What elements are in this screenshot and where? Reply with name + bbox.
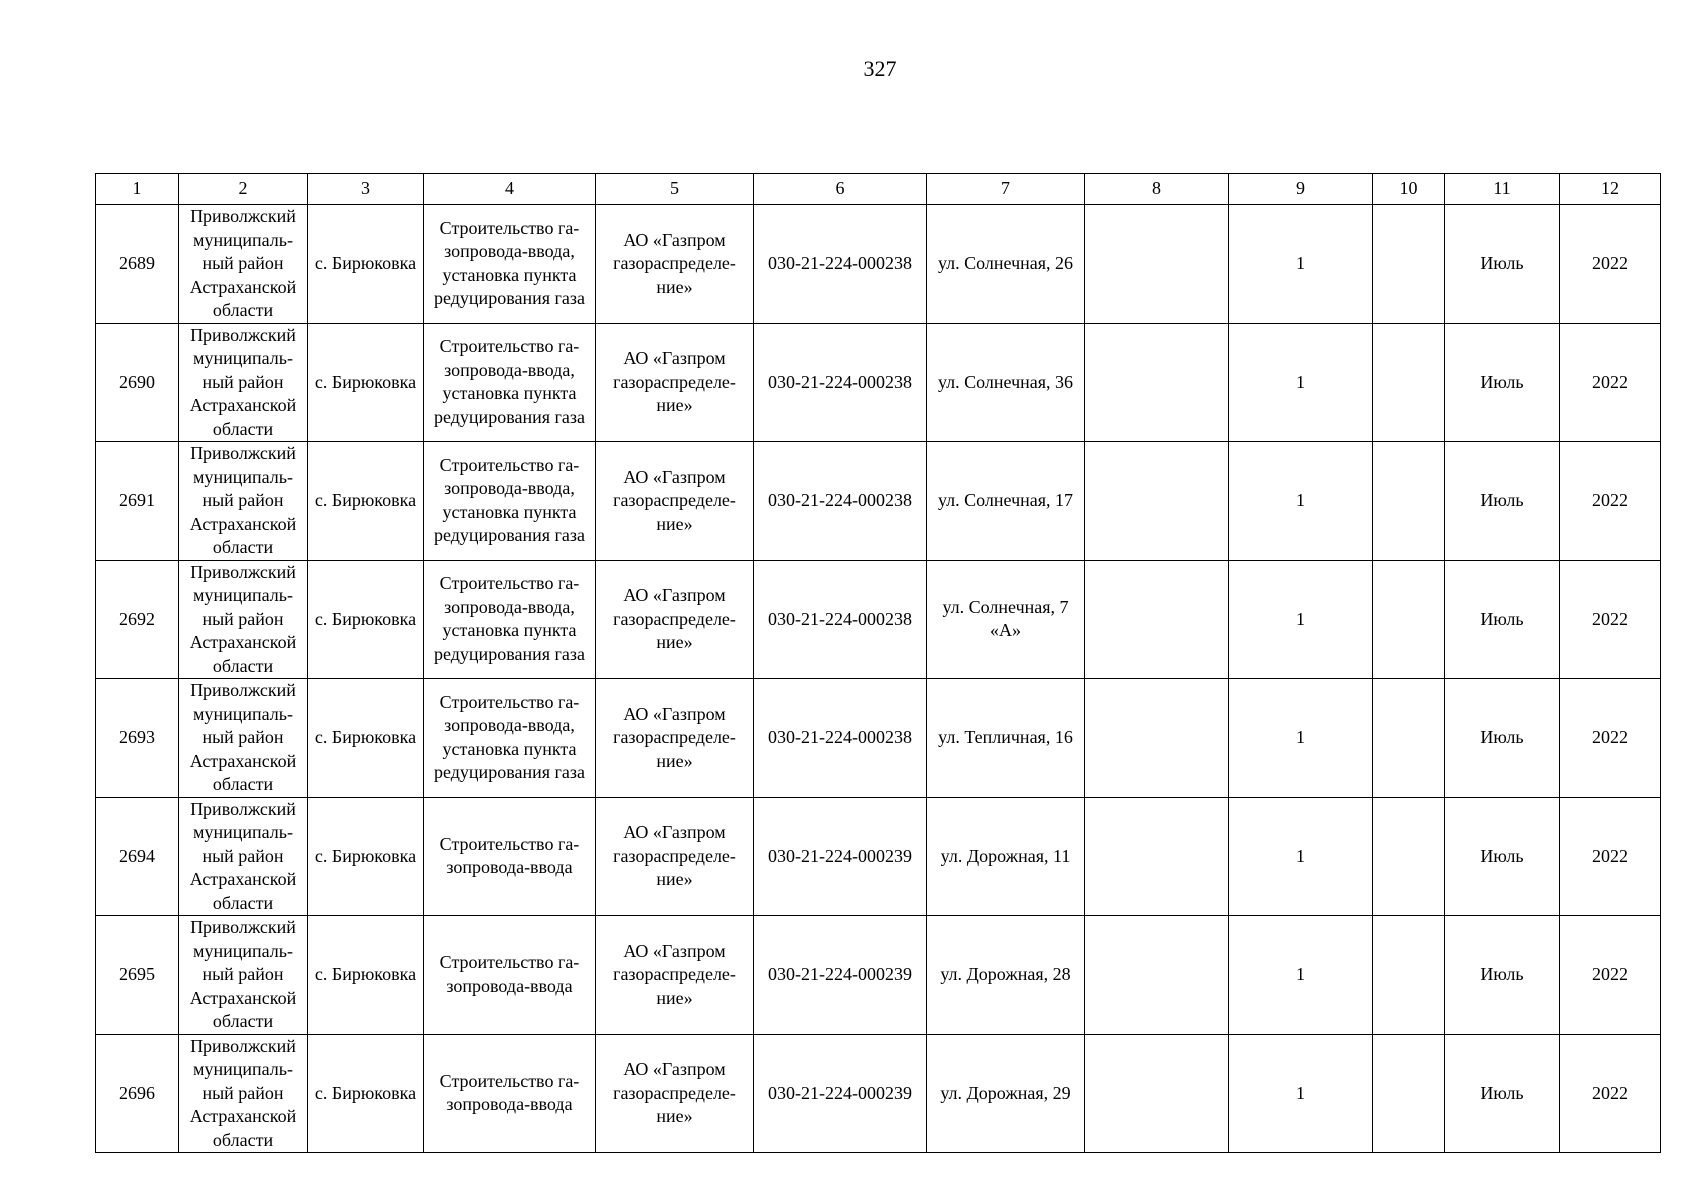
cell-district: Приволжский муниципаль- ный район Астраханской области [179,797,308,916]
table-row [96,442,1661,561]
table-row [96,797,1661,916]
cell-month: Июль [1445,916,1560,1035]
table-row [96,323,1661,442]
cell-work-type: Строительство га- зопровода-ввода, установка пункта редуцирования газа [424,323,596,442]
table-row [96,205,1661,324]
table-row [96,560,1661,679]
cell-year: 2022 [1560,205,1661,324]
cell-address: ул. Солнечная, 7 «А» [927,560,1085,679]
cell-month: Июль [1445,323,1560,442]
cell-month: Июль [1445,442,1560,561]
cell-code: 030-21-224-000239 [754,797,927,916]
header-cell: 7 [927,174,1085,205]
cell-work-type: Строительство га- зопровода-ввода [424,797,596,916]
cell-code: 030-21-224-000239 [754,1034,927,1153]
cell-count: 1 [1229,205,1373,324]
cell-row-number: 2691 [96,442,179,561]
cell-work-type: Строительство га- зопровода-ввода, установка пункта редуцирования газа [424,442,596,561]
cell-month: Июль [1445,560,1560,679]
cell-col10 [1373,560,1445,679]
cell-month: Июль [1445,679,1560,798]
cell-district: Приволжский муниципаль- ный район Астраханской области [179,560,308,679]
cell-work-type: Строительство га- зопровода-ввода, установка пункта редуцирования газа [424,205,596,324]
cell-address: ул. Солнечная, 36 [927,323,1085,442]
cell-work-type: Строительство га- зопровода-ввода, установка пункта редуцирования газа [424,679,596,798]
header-cell: 10 [1373,174,1445,205]
cell-settlement: с. Бирюковка [308,916,424,1035]
cell-col8 [1085,560,1229,679]
cell-month: Июль [1445,205,1560,324]
cell-settlement: с. Бирюковка [308,679,424,798]
cell-count: 1 [1229,679,1373,798]
cell-organization: АО «Газпром газораспределе- ние» [596,323,754,442]
cell-col10 [1373,1034,1445,1153]
page-number: 327 [863,56,897,81]
cell-code: 030-21-224-000238 [754,679,927,798]
header-cell: 1 [96,174,179,205]
cell-row-number: 2692 [96,560,179,679]
header-cell: 3 [308,174,424,205]
cell-code: 030-21-224-000238 [754,442,927,561]
cell-settlement: с. Бирюковка [308,1034,424,1153]
cell-settlement: с. Бирюковка [308,560,424,679]
cell-row-number: 2696 [96,1034,179,1153]
cell-address: ул. Солнечная, 17 [927,442,1085,561]
table-row [96,679,1661,798]
cell-col8 [1085,205,1229,324]
cell-col10 [1373,797,1445,916]
cell-row-number: 2693 [96,679,179,798]
cell-col8 [1085,1034,1229,1153]
cell-count: 1 [1229,1034,1373,1153]
cell-address: ул. Тепличная, 16 [927,679,1085,798]
cell-settlement: с. Бирюковка [308,205,424,324]
cell-organization: АО «Газпром газораспределе- ние» [596,560,754,679]
cell-district: Приволжский муниципаль- ный район Астраханской области [179,679,308,798]
cell-organization: АО «Газпром газораспределе- ние» [596,679,754,798]
cell-count: 1 [1229,442,1373,561]
cell-district: Приволжский муниципаль- ный район Астраханской области [179,1034,308,1153]
cell-year: 2022 [1560,1034,1661,1153]
cell-col8 [1085,442,1229,561]
table-row [96,1034,1661,1153]
cell-address: ул. Солнечная, 26 [927,205,1085,324]
header-cell: 2 [179,174,308,205]
header-cell: 9 [1229,174,1373,205]
cell-count: 1 [1229,797,1373,916]
cell-month: Июль [1445,1034,1560,1153]
cell-settlement: с. Бирюковка [308,442,424,561]
header-cell: 8 [1085,174,1229,205]
header-cell: 11 [1445,174,1560,205]
cell-address: ул. Дорожная, 11 [927,797,1085,916]
cell-count: 1 [1229,323,1373,442]
cell-count: 1 [1229,560,1373,679]
cell-year: 2022 [1560,679,1661,798]
cell-code: 030-21-224-000238 [754,205,927,324]
header-row [96,174,1661,205]
header-cell: 12 [1560,174,1661,205]
cell-row-number: 2689 [96,205,179,324]
registry-table [95,173,1661,1153]
cell-district: Приволжский муниципаль- ный район Астраханской области [179,205,308,324]
cell-col10 [1373,205,1445,324]
cell-year: 2022 [1560,442,1661,561]
header-cell: 5 [596,174,754,205]
cell-work-type: Строительство га- зопровода-ввода [424,1034,596,1153]
cell-work-type: Строительство га- зопровода-ввода [424,916,596,1035]
cell-code: 030-21-224-000238 [754,560,927,679]
header-cell: 6 [754,174,927,205]
cell-row-number: 2695 [96,916,179,1035]
cell-organization: АО «Газпром газораспределе- ние» [596,1034,754,1153]
cell-year: 2022 [1560,797,1661,916]
cell-count: 1 [1229,916,1373,1035]
cell-address: ул. Дорожная, 29 [927,1034,1085,1153]
cell-col8 [1085,323,1229,442]
cell-year: 2022 [1560,560,1661,679]
cell-col10 [1373,442,1445,561]
cell-year: 2022 [1560,916,1661,1035]
cell-organization: АО «Газпром газораспределе- ние» [596,797,754,916]
cell-row-number: 2690 [96,323,179,442]
cell-organization: АО «Газпром газораспределе- ние» [596,205,754,324]
cell-row-number: 2694 [96,797,179,916]
cell-col10 [1373,323,1445,442]
cell-settlement: с. Бирюковка [308,323,424,442]
cell-col8 [1085,797,1229,916]
header-cell: 4 [424,174,596,205]
cell-code: 030-21-224-000239 [754,916,927,1035]
cell-work-type: Строительство га- зопровода-ввода, установка пункта редуцирования газа [424,560,596,679]
cell-col10 [1373,679,1445,798]
cell-col10 [1373,916,1445,1035]
cell-code: 030-21-224-000238 [754,323,927,442]
cell-month: Июль [1445,797,1560,916]
cell-address: ул. Дорожная, 28 [927,916,1085,1035]
cell-settlement: с. Бирюковка [308,797,424,916]
cell-col8 [1085,916,1229,1035]
cell-district: Приволжский муниципаль- ный район Астраханской области [179,442,308,561]
cell-col8 [1085,679,1229,798]
cell-district: Приволжский муниципаль- ный район Астраханской области [179,323,308,442]
table-row [96,916,1661,1035]
cell-year: 2022 [1560,323,1661,442]
cell-organization: АО «Газпром газораспределе- ние» [596,442,754,561]
cell-district: Приволжский муниципаль- ный район Астраханской области [179,916,308,1035]
cell-organization: АО «Газпром газораспределе- ние» [596,916,754,1035]
